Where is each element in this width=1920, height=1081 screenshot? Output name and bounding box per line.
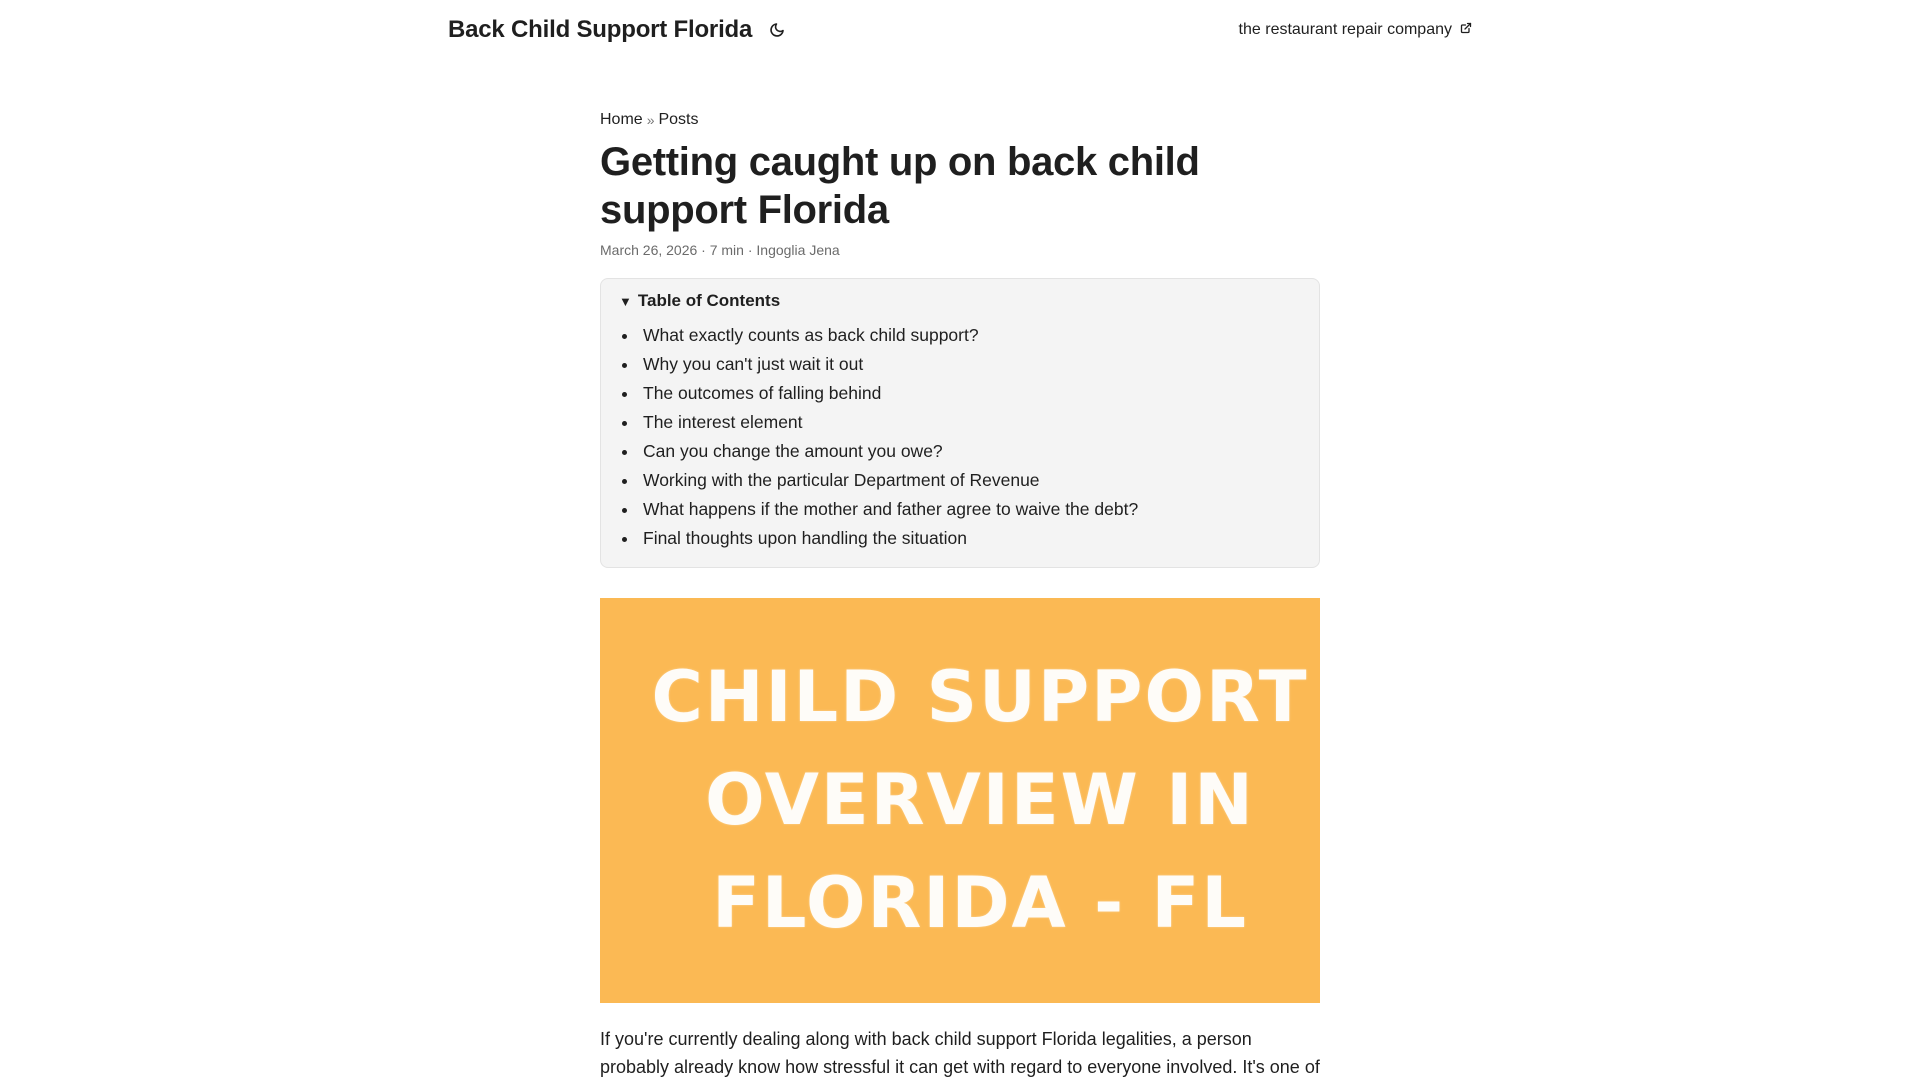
toc-title: Table of Contents <box>637 291 781 310</box>
main-content <box>600 108 1320 1081</box>
cover-image <box>600 598 1320 1003</box>
toc-item <box>639 437 1301 466</box>
cover-text-line: CHILD SUPPORT <box>651 656 1309 738</box>
toc-item <box>639 495 1301 524</box>
post-meta: March 26, 2026 · 7 min · Ingoglia Jena <box>600 242 840 258</box>
toc-item <box>639 524 1301 553</box>
cover-text-line: OVERVIEW IN <box>705 759 1255 841</box>
toc-item <box>639 379 1301 408</box>
post-title: Getting caught up on back child support Florida <box>600 140 1200 232</box>
toc-link[interactable]: Can you change the amount you owe? <box>643 441 943 461</box>
breadcrumb-home[interactable]: Home <box>600 111 643 128</box>
external-link-icon <box>1460 21 1472 39</box>
cover-text-line: FLORIDA - FL <box>712 862 1248 944</box>
toc-item <box>639 350 1301 379</box>
toc-item <box>639 321 1301 350</box>
breadcrumb <box>600 108 1320 132</box>
toc-list <box>619 321 1301 553</box>
toc-link[interactable]: The interest element <box>643 412 803 432</box>
site-header <box>448 0 1472 60</box>
toc-item <box>639 466 1301 495</box>
toc-link[interactable]: The outcomes of falling behind <box>643 383 882 403</box>
toc-item <box>639 408 1301 437</box>
toc-link[interactable]: Working with the particular Department of Revenue <box>643 470 1040 490</box>
breadcrumb-posts[interactable]: Posts <box>658 111 699 128</box>
toc-link[interactable]: What exactly counts as back child support? <box>643 325 979 345</box>
toc-link[interactable]: Why you can't just wait it out <box>643 354 864 374</box>
nav-link-restaurant-repair[interactable] <box>1239 21 1472 39</box>
toc-link[interactable]: What happens if the mother and father agree to waive the debt? <box>643 499 1139 519</box>
site-title-link[interactable]: Back Child Support Florida <box>448 16 753 43</box>
post-body <box>600 1025 1320 1081</box>
toc-toggle[interactable] <box>619 289 1301 313</box>
breadcrumb-separator: » <box>646 112 655 128</box>
moon-icon[interactable] <box>766 19 788 41</box>
nav-link-label: the restaurant repair company <box>1238 21 1452 38</box>
intro-paragraph: If you're currently dealing along with back child support Florida legalities, a person probably already know how stressful it can get with regard to everyone involved. It's one of <box>600 1029 1320 1077</box>
table-of-contents <box>600 278 1320 568</box>
toc-link[interactable]: Final thoughts upon handling the situation <box>643 528 967 548</box>
triangle-down-icon: ▼ <box>619 293 632 309</box>
brand <box>448 16 788 44</box>
